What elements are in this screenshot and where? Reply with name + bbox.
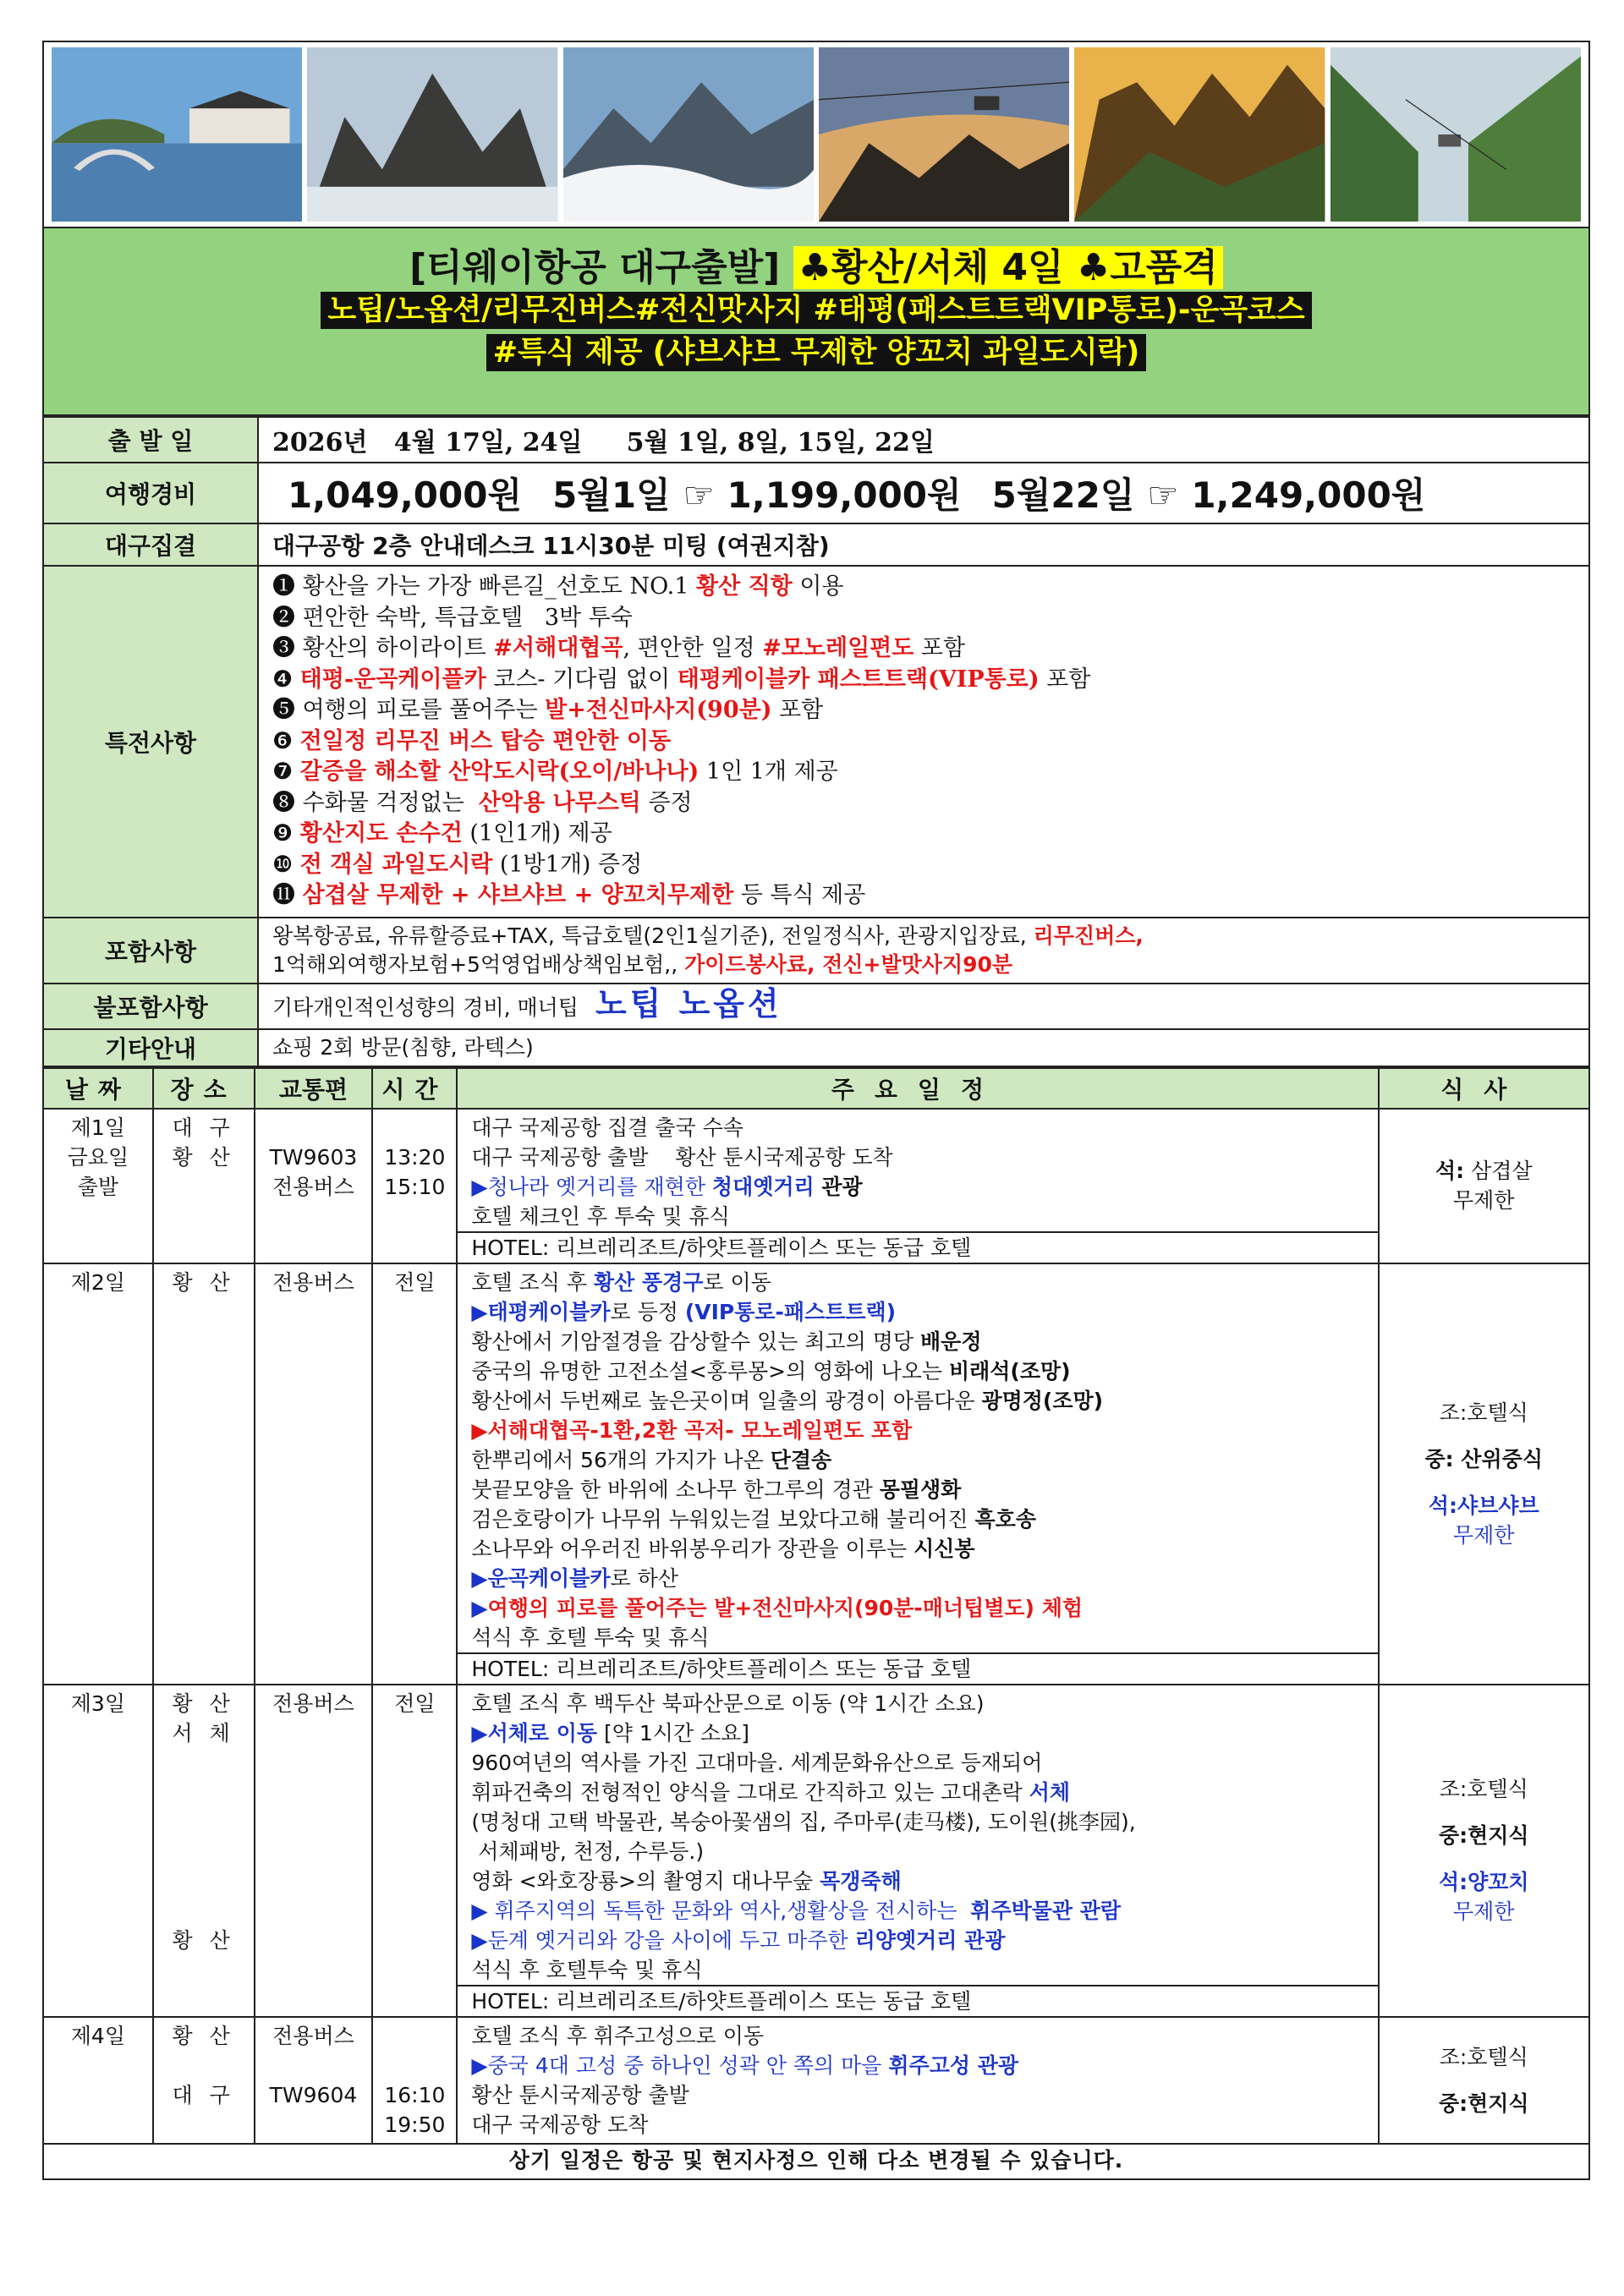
photo-golden-mountain	[1074, 47, 1325, 222]
benefit-item: ❷ 편안한 숙박, 특급호텔 3박 투숙	[272, 604, 633, 631]
benefit-item: ❶ 황산을 가는 가장 빠른길_선호도 NO.1 황산 직항 이용	[272, 573, 844, 600]
day2-date: 제2일	[43, 1263, 153, 1685]
header-meal: 식사	[1379, 1068, 1589, 1109]
day2-schedule: 호텔 조식 후 황산 풍경구로 이동 ▶태평케이블카로 등정 (VIP통로-패스트트랙) 황산에서 기암절경을 감상할수 있는 최고의 명당 배운정 중국의 유명한 고전소설<홍루몽>의 영화에 나오는 비래석(조망) 황산에서 두번째로 높은곳이며 일출의 광경이 아름다운 광명정(조망) ▶서해대협곡-1환,2환 곡저- 모노레일편도 포함 한뿌리에서 56개의 가지가 나온 단결송 붓끝모양을 한 바위에 소나무 한그루의 경관 몽필생화 검은호랑이가 나무위 누워있는걸 보았다고해 불리어진 흑호송 소나무와 어우러진 바위봉우리가 장관을 이루는 시신봉 ▶운곡케이블카로 하산 ▶여행의 피로를 풀어주는 발+전신마사지(90분-매너팁별도) 체험 석식 후 호텔 투숙 및 휴식 HOTEL: 리브레리조트/하얏트플레이스 또는 동급 호텔	[457, 1263, 1378, 1685]
benefit-item: ❻ 전일정 리무진 버스 탑승 편안한 이동	[272, 727, 672, 754]
day1-schedule: 대구 국제공항 집결 출국 수속 대구 국제공항 출발 황산 툰시국제공항 도착 ▶청나라 옛거리를 재현한 청대옛거리 관광 호텔 체크인 후 투숙 및 휴식 HOTEL: 리브레리조트/하얏트플레이스 또는 동급 호텔	[457, 1109, 1378, 1263]
benefit-label: 특전사항	[43, 566, 258, 918]
benefit-item: ❿ 전 객실 과일도시락 (1방1개) 증정	[272, 851, 643, 878]
day3-transport: 전용버스	[255, 1685, 373, 2017]
benefit-item: ⓫ 삼겹살 무제한 + 샤브샤브 + 양꼬치무제한 등 특식 제공	[272, 882, 866, 908]
benefit-item: ❹ 태평-운곡케이플카 코스- 기다림 없이 태평케이블카 패스트트랙(VIP통로) 포함	[272, 666, 1091, 693]
include-value: 왕복항공료, 유류할증료+TAX, 특급호텔(2인1실기준), 전일정식사, 관광지입장료, 리무진버스, 1억해외여행자보험+5억영업배상책임보험,, 가이드봉사료, 전신+발맛사지90분	[258, 918, 1589, 984]
benefit-item: ❸ 황산의 하이라이트 #서해대협곡, 편안한 일정 #모노레일편도 포함	[272, 635, 966, 661]
day2-meal: 조:호텔식 중: 산위중식 석:샤브샤브 무제한	[1379, 1263, 1589, 1685]
header-transport: 교통편	[255, 1068, 373, 1109]
exclude-value: 기타개인적인성향의 경비, 매너팁 노팁 노옵션	[258, 984, 1589, 1029]
etc-label: 기타안내	[43, 1029, 258, 1066]
banner-line2-wrap	[44, 289, 1588, 332]
itinerary-table	[42, 1067, 1590, 2180]
day1-date: 제1일 금요일 출발	[43, 1109, 153, 1263]
day3-time: 전일	[372, 1685, 457, 2017]
banner-title	[44, 247, 1588, 289]
day4-place: 황 산 대 구	[153, 2017, 255, 2144]
photo-water-village	[52, 47, 302, 222]
no-tip-no-option: 노팁 노옵션	[595, 985, 782, 1022]
photo-cable-car-sunset	[819, 47, 1069, 222]
benefit-item: ❽ 수화물 걱정없는 산악용 나무스틱 증정	[272, 789, 693, 816]
day1-transport: TW9603 전용버스	[255, 1109, 373, 1263]
header-date: 날짜	[43, 1068, 153, 1109]
photo-green-valley	[1330, 47, 1581, 222]
etc-value: 쇼핑 2회 방문(침향, 라텍스)	[258, 1029, 1589, 1066]
banner-line3-wrap	[44, 332, 1588, 374]
info-table	[42, 416, 1590, 1067]
price-may1: 5월1일 ☞ 1,199,000원	[552, 474, 962, 516]
day4-transport: 전용버스 TW9604	[255, 2017, 373, 2144]
day2-transport: 전용버스	[255, 1263, 373, 1685]
day3-meal: 조:호텔식 중:현지식 석:양꼬치 무제한	[1379, 1685, 1589, 2017]
day2-hotel: HOTEL: 리브레리조트/하얏트플레이스 또는 동급 호텔	[458, 1652, 1377, 1684]
title-banner	[42, 228, 1590, 416]
photo-cliff-peak	[307, 47, 557, 222]
day1-time: 13:20 15:10	[372, 1109, 457, 1263]
header-schedule: 주요일정	[457, 1068, 1378, 1109]
benefit-list	[258, 566, 1589, 918]
day1-hotel: HOTEL: 리브레리조트/하얏트플레이스 또는 동급 호텔	[458, 1231, 1377, 1263]
header-place: 장소	[153, 1068, 255, 1109]
banner-special-meals: #특식 제공 (샤브샤브 무제한 양꼬치 과일도시락)	[486, 334, 1147, 371]
day4-date: 제4일	[43, 2017, 153, 2144]
day4-time: 16:10 19:50	[372, 2017, 457, 2144]
header-time: 시간	[372, 1068, 457, 1109]
price-base: 1,049,000원	[288, 474, 523, 516]
banner-tour-name: ♣황산/서체 4일 ♣고품격	[793, 246, 1223, 289]
table-row	[43, 2017, 1589, 2144]
benefit-item: ❼ 갈증을 해소할 산악도시락(오이/바나나) 1인 1개 제공	[272, 759, 838, 785]
exclude-label: 불포함사항	[43, 984, 258, 1029]
banner-subtitle: 노팁/노옵션/리무진버스#전신맛사지 #태평(패스트트랙VIP통로)-운곡코스	[321, 292, 1311, 329]
day4-meal: 조:호텔식 중:현지식	[1379, 2017, 1589, 2144]
banner-airline: [티웨이항공 대구출발]	[409, 246, 793, 289]
meet-label: 대구집결	[43, 523, 258, 566]
photo-cloud-sea	[563, 47, 814, 222]
day1-meal: 석: 삼겹살 무제한	[1379, 1109, 1589, 1263]
price-may22: 5월22일 ☞ 1,249,000원	[991, 474, 1426, 516]
benefit-item: ❾ 황산지도 손수건 (1인1개) 제공	[272, 820, 612, 847]
photo-strip	[42, 41, 1590, 228]
benefit-item: ❺ 여행의 피로를 풀어주는 발+전신마사지(90분) 포함	[272, 697, 824, 723]
meet-value: 대구공항 2층 안내데스크 11시30분 미팅 (여권지참)	[258, 523, 1589, 566]
day3-schedule: 호텔 조식 후 백두산 북파산문으로 이동 (약 1시간 소요) ▶서체로 이동 [약 1시간 소요] 960여년의 역사를 가진 고대마을. 세계문화유산으로 등재되어 휘파건축의 전형적인 양식을 그대로 간직하고 있는 고대촌락 서체 (명청대 고택 박물관, 복숭아꽃샘의 집, 주마루(走马楼), 도이원(挑李园), 서체패방, 천정, 수루등.) 영화 <와호장룡>의 촬영지 대나무숲 목갱죽해 ▶ 휘주지역의 독특한 문화와 역사,생활상을 전시하는 휘주박물관 관람 ▶둔계 옛거리와 강을 사이에 두고 마주한 리양옛거리 관광 석식 후 호텔투숙 및 휴식 HOTEL: 리브레리조트/하얏트플레이스 또는 동급 호텔	[457, 1685, 1378, 2017]
day2-time: 전일	[372, 1263, 457, 1685]
day3-place: 황 산 서 체 황 산	[153, 1685, 255, 2017]
table-row	[43, 1109, 1589, 1263]
day4-schedule: 호텔 조식 후 휘주고성으로 이동 ▶중국 4대 고성 중 하나인 성곽 안 쪽의 마을 휘주고성 관광 황산 툰시국제공항 출발 대구 국제공항 도착	[457, 2017, 1378, 2144]
table-row	[43, 1263, 1589, 1685]
table-row	[43, 1685, 1589, 2017]
include-label: 포함사항	[43, 918, 258, 984]
date-label: 출 발 일	[43, 417, 258, 463]
day3-date: 제3일	[43, 1685, 153, 2017]
price-label: 여행경비	[43, 463, 258, 523]
date-value: 2026년 4월 17일, 24일 5월 1일, 8일, 15일, 22일	[258, 417, 1589, 463]
day1-place: 대 구 황 산	[153, 1109, 255, 1263]
price-value	[258, 463, 1589, 523]
day3-hotel: HOTEL: 리브레리조트/하얏트플레이스 또는 동급 호텔	[458, 1985, 1377, 2016]
day2-place: 황 산	[153, 1263, 255, 1685]
footer-notice: 상기 일정은 항공 및 현지사정으 인해 다소 변경될 수 있습니다.	[43, 2144, 1589, 2179]
